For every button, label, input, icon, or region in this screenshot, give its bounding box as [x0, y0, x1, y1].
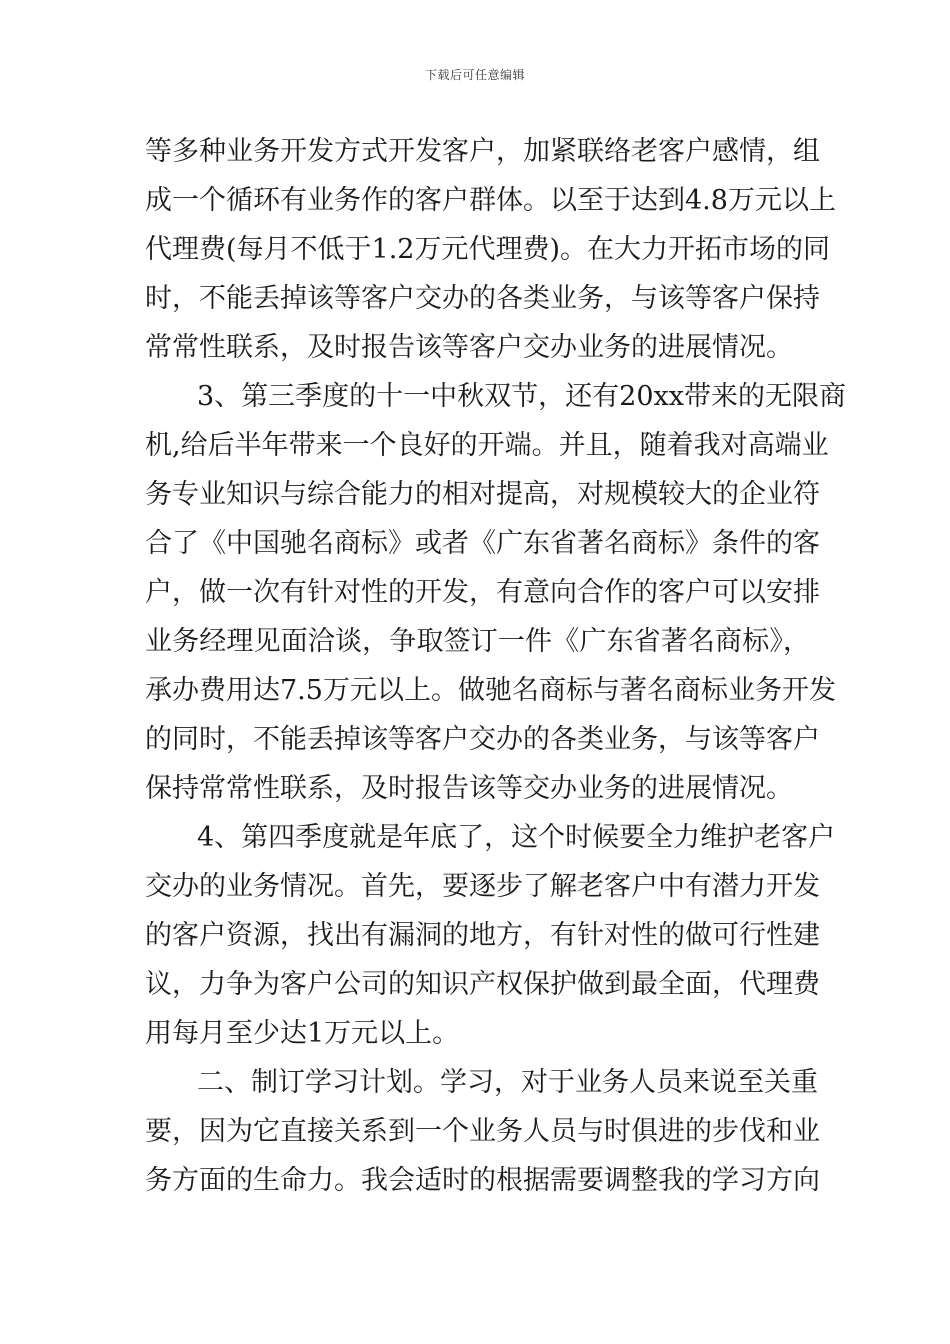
text-line: 等多种业务开发方式开发客户，加紧联络老客户感情，组	[145, 136, 820, 167]
text-line: 户，做一次有针对性的开发，有意向合作的客户可以安排	[145, 577, 820, 608]
paragraph-4	[145, 1058, 820, 1205]
paragraph-2	[145, 372, 846, 813]
text-line: 业务经理见面洽谈，争取签订一件《广东省著名商标》，	[145, 626, 810, 657]
document-body	[145, 127, 846, 1205]
text-line: 合了《中国驰名商标》或者《广东省著名商标》条件的客	[145, 528, 820, 559]
text-line: 议，力争为客户公司的知识产权保护做到最全面，代理费	[145, 969, 820, 1000]
text-line: 二、制订学习计划。学习，对于业务人员来说至关重	[197, 1067, 818, 1098]
text-line: 务方面的生命力。我会适时的根据需要调整我的学习方向	[145, 1165, 820, 1196]
text-line: 的客户资源，找出有漏洞的地方，有针对性的做可行性建	[145, 920, 820, 951]
text-line: 交办的业务情况。首先，要逐步了解老客户中有潜力开发	[145, 871, 820, 902]
text-line: 机,给后半年带来一个良好的开端。并且，随着我对高端业	[145, 430, 829, 461]
text-line: 的同时，不能丢掉该等客户交办的各类业务，与该等客户	[145, 724, 820, 755]
text-line: 承办费用达7.5万元以上。做驰名商标与著名商标业务开发	[145, 675, 836, 706]
text-line: 常常性联系，及时报告该等客户交办业务的进展情况。	[145, 332, 793, 363]
text-line: 4、第四季度就是年底了，这个时候要全力维护老客户	[197, 822, 836, 853]
text-line: 保持常常性联系，及时报告该等交办业务的进展情况。	[145, 773, 793, 804]
text-line: 3、第三季度的十一中秋双节，还有20xx带来的无限商	[197, 381, 846, 412]
paragraph-1	[145, 127, 836, 372]
text-line: 时，不能丢掉该等客户交办的各类业务，与该等客户保持	[145, 283, 820, 314]
text-line: 用每月至少达1万元以上。	[145, 1018, 460, 1049]
text-line: 代理费(每月不低于1.2万元代理费)。在大力开拓市场的同	[145, 234, 831, 265]
text-line: 务专业知识与综合能力的相对提高，对规模较大的企业符	[145, 479, 820, 510]
page-header: 下载后可任意编辑	[424, 68, 525, 82]
text-line: 要，因为它直接关系到一个业务人员与时俱进的步伐和业	[145, 1116, 820, 1147]
paragraph-3	[145, 813, 836, 1058]
text-line: 成一个循环有业务作的客户群体。以至于达到4.8万元以上	[145, 185, 836, 216]
